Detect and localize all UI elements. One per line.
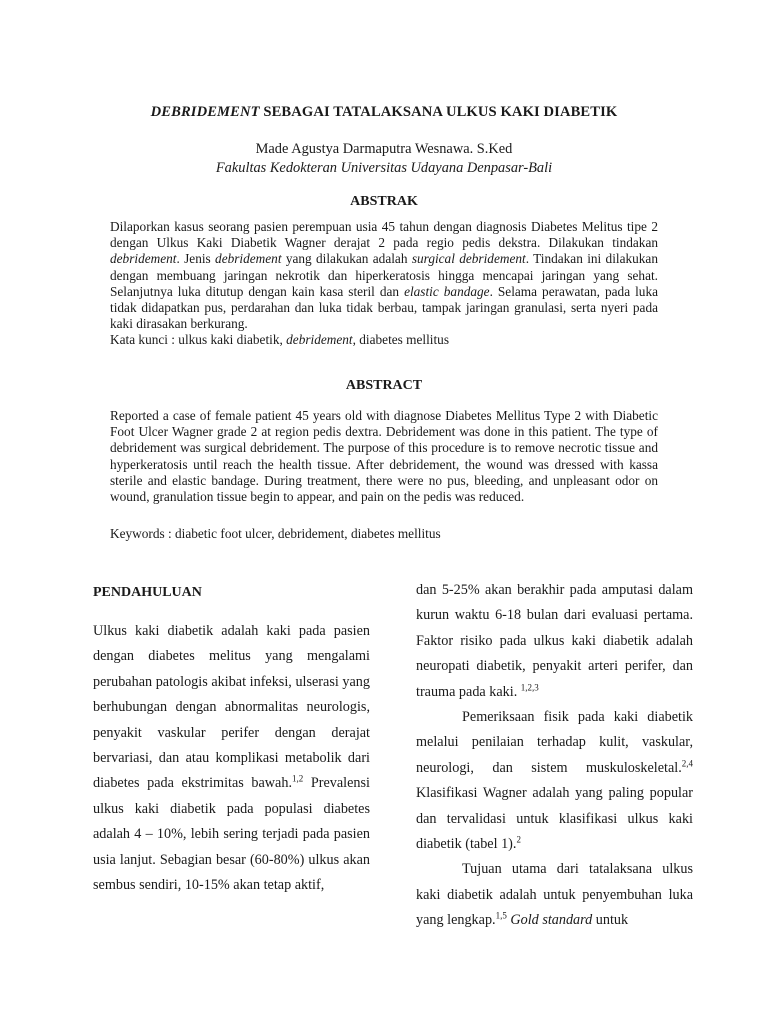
keywords: Keywords : diabetic foot ulcer, debridement, diabetes mellitus bbox=[110, 526, 441, 541]
abstract-heading: ABSTRACT bbox=[345, 378, 423, 393]
abstrak-italic: elastic bandage bbox=[404, 283, 490, 299]
right-column bbox=[416, 578, 693, 934]
body-text: untuk bbox=[592, 912, 629, 929]
abstrak-italic: debridement bbox=[215, 251, 282, 267]
abstract-text: Reported a case of female patient 45 years old with diagnose Diabetes Mellitus Type 2 with Diabetic Foot Ulcer Wagner grade 2 at region pedis dextra. Debridement was done in this patient. The type of debridement was surgical debridement. The purpose of this procedure is to remove necrotic tissue and hyperkeratosis until reach the health tissue. After debridement, the wound was dressed with kassa sterile and elastic bandage. During treatment, there were no pus, bleeding, and unpleasant odor on wound, granulation tissue begin to appear, and pain on the pedis was reduced. bbox=[110, 408, 658, 505]
kata-kunci bbox=[110, 332, 658, 348]
abstrak-text: Dilaporkan kasus seorang pasien perempuan usia 45 tahun dengan diagnosis Diabetes Melitus tipe 2 dengan Ulkus Kaki Diabetik Wagner derajat 2 pada regio pedis dekstra. Dilakukan tindakan bbox=[110, 219, 658, 251]
body-italic: Gold standard bbox=[510, 912, 593, 929]
section-heading: PENDAHULUAN bbox=[93, 585, 202, 600]
paper-title bbox=[0, 104, 768, 121]
body-text: Ulkus kaki diabetik adalah kaki pada pasien dengan diabetes melitus yang mengalami perubahan patologis akibat infeksi, ulserasi yang berhubungan dengan abnormalitas neurologis, penyakit vaskular perifer dengan derajat bervariasi, dan atau komplikasi metabolik dari diabetes pada ekstrimitas bawah. bbox=[93, 623, 370, 792]
abstrak-text: . Jenis bbox=[176, 251, 216, 267]
body-text: Prevalensi ulkus kaki diabetik pada populasi diabetes adalah 4 – 10%, lebih sering terjadi pada pasien usia lanjut. Sebagian besar (60-80%) ulkus akan sembus sendiri, 10-15% akan tetap aktif, bbox=[93, 775, 370, 894]
abstrak-text: yang dilakukan adalah bbox=[281, 251, 412, 267]
body-text: Tujuan utama dari tatalaksana ulkus kaki diabetik adalah untuk penyembuhan luka yang lengkap. bbox=[416, 861, 693, 929]
citation: 2,4 bbox=[681, 758, 693, 769]
kata-kunci-rest: , diabetes mellitus bbox=[352, 332, 450, 347]
abstrak-italic: surgical debridement bbox=[411, 251, 526, 267]
citation: 1,2,3 bbox=[520, 681, 539, 692]
left-column bbox=[93, 619, 370, 898]
author-affiliation: Fakultas Kedokteran Universitas Udayana Denpasar-Bali bbox=[215, 160, 553, 176]
abstrak-text: . Selama perawatan, pada luka tidak didapatkan pus, perdarahan dan luka tidak berbau, tampak jaringan granulasi, serta nyeri pada kaki dirasakan berkurang. bbox=[110, 283, 658, 332]
body-text: Klasifikasi Wagner adalah yang paling popular dan tervalidasi untuk klasifikasi ulkus kaki diabetik (tabel 1). bbox=[416, 785, 693, 853]
title-rest: SEBAGAI TATALAKSANA ULKUS KAKI DIABETIK bbox=[259, 104, 618, 120]
citation: 2 bbox=[516, 834, 521, 845]
abstract-body bbox=[110, 408, 658, 505]
abstrak-text: . Tindakan ini dilakukan dengan membuang jaringan nekrotik dan hiperkeratosis hingga mencapai jaringan yang sehat. Selanjutnya luka ditutup dengan kain kasa steril dan bbox=[110, 251, 658, 299]
body-text: dan 5-25% akan berakhir pada amputasi dalam kurun waktu 6-18 bulan dari evaluasi pertama. Faktor risiko pada ulkus kaki diabetik adalah neuropati diabetik, penyakit arteri perifer, dan trauma pada kaki. bbox=[416, 582, 693, 700]
citation: 1,5 bbox=[495, 910, 507, 921]
abstrak-body bbox=[110, 219, 658, 332]
abstrak-italic: debridement bbox=[110, 251, 177, 267]
author-name: Made Agustya Darmaputra Wesnawa. S.Ked bbox=[255, 141, 513, 157]
abstrak-heading: ABSTRAK bbox=[350, 194, 418, 209]
kata-kunci-label: Kata kunci : ulkus kaki diabetik, bbox=[110, 332, 287, 347]
citation: 1,2 bbox=[292, 773, 304, 784]
title-italic-part: DEBRIDEMENT bbox=[150, 104, 260, 120]
body-text: Pemeriksaan fisik pada kaki diabetik melalui penilaian terhadap kulit, vaskular, neurologi, dan sistem muskuloskeletal. bbox=[416, 709, 693, 776]
kata-kunci-italic: debridement bbox=[286, 332, 353, 347]
